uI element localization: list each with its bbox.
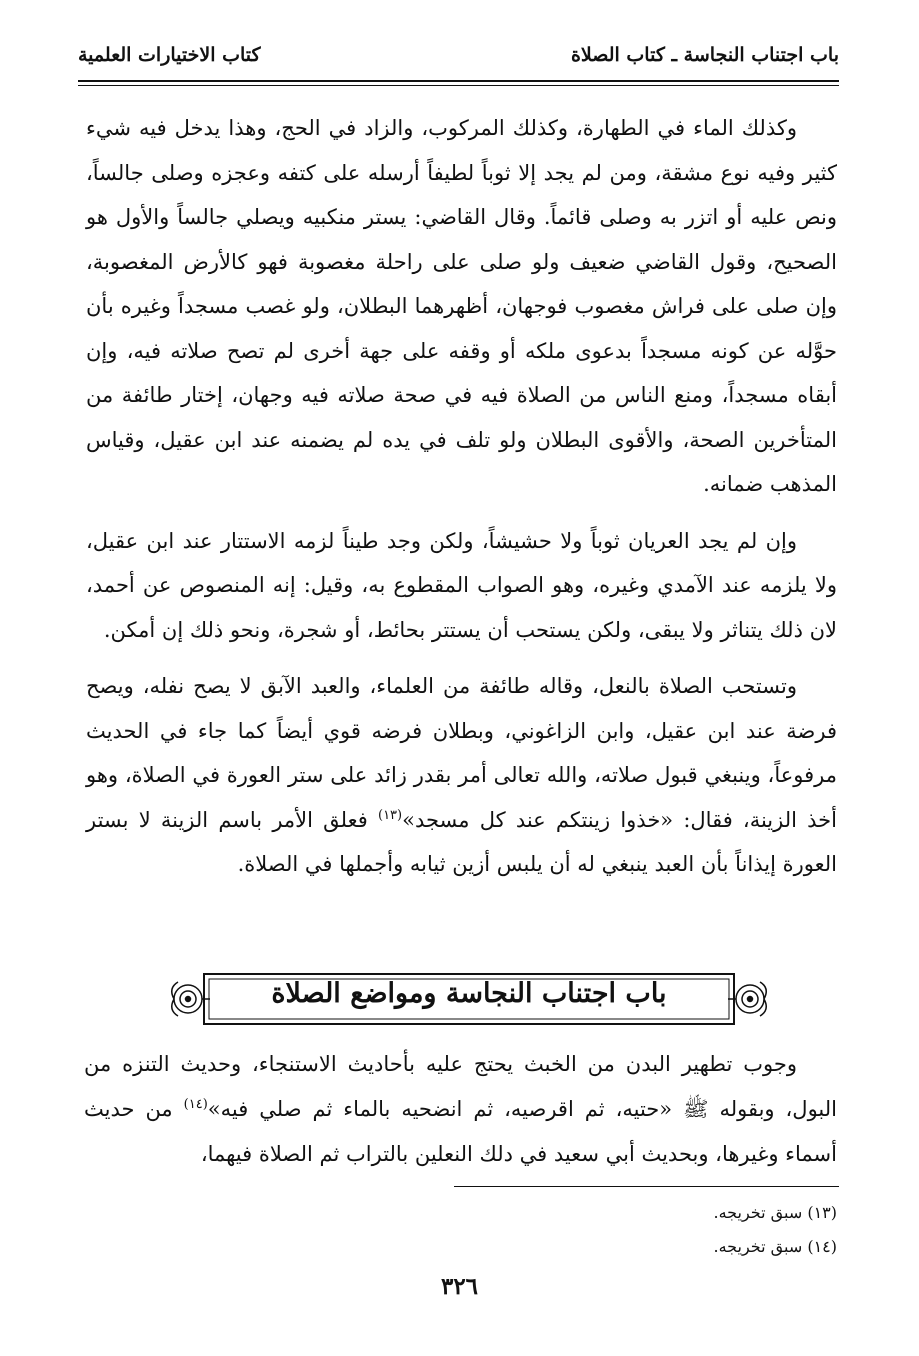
paragraph-2: وإن لم يجد العريان ثوباً ولا حشيشاً، ولكن وجد طيناً لزمه الاستتار عند ابن عقيل، ولا يلزمه عند الآمدي وغيره، وهو الصواب المقطوع به، وقيل: إنه المنصوص عن أحمد، لان ذلك يتناثر ولا يبقى، ولكن يستحب أن يستتر بحائط، أو شجرة، ونحو ذلك إن أمكن. <box>86 528 837 642</box>
running-header <box>78 40 839 86</box>
footnote-14: (١٤) سبق تخريجه. <box>713 1237 837 1256</box>
footnotes <box>86 1196 837 1264</box>
paragraph-4 <box>84 1042 837 1177</box>
footnote-ref-14: (١٤) <box>183 1097 208 1112</box>
footnote-13: (١٣) سبق تخريجه. <box>713 1203 837 1222</box>
main-text-continued <box>84 1042 837 1177</box>
paragraph-4-text: وجوب تطهير البدن من الخبث يحتج عليه بأحاديث الاستنجاء، وحديث التنزه من البول، وبقوله ﷺ «حتيه، ثم اقرصيه، ثم انضحيه بالماء ثم صلي فيه» <box>84 1052 837 1121</box>
paragraph-3-text-cont: فعلق الأمر باسم الزينة لا بستر العورة إيذاناً بأن العبد ينبغي له أن يلبس أزين ثيابه وأجملها في الصلاة. <box>86 807 837 876</box>
paragraph-1: وكذلك الماء في الطهارة، وكذلك المركوب، والزاد في الحج، وهذا يدخل فيه شيء كثير وفيه نوع مشقة، ومن لم يجد إلا ثوباً لطيفاً أرسله على كتفه وعجزه وصلى جالساً، ونص عليه أو اتزر به وصلى قائماً. وقال القاضي: يستر منكبيه ويصلي جالساً والأول هو الصحيح، وقول القاضي ضعيف ولو صلى على راحلة مغصوبة فهو كالأرض المغصوبة، وإن صلى على فراش مغصوب فوجهان، أظهرهما البطلان، ولو غصب مسجداً وغيره بأن حوَّله عن كونه مسجداً بدعوى ملكه أو وقفه على جهة أخرى لم تصح صلاته فيه، وإن أبقاه مسجداً، ومنع الناس من الصلاة فيه في صحة صلاته فيه وجهان، إختار طائفة من المتأخرين الصحة، والأقوى البطلان ولو تلف في يده لم يضمنه عند ابن عقيل، وقياس المذهب ضمانه. <box>86 116 837 496</box>
paragraph-3 <box>86 664 837 887</box>
main-text <box>86 106 837 887</box>
header-chapter-title: باب اجتناب النجاسة ـ كتاب الصلاة <box>570 44 839 66</box>
footnote-separator <box>454 1186 839 1187</box>
paragraph-4-text-cont: من حديث أسماء وغيرها، وبحديث أبي سعيد في دلك النعلين بالتراب ثم الصلاة فيهما، <box>84 1097 837 1166</box>
section-title-frame <box>164 968 774 1030</box>
header-book-title: كتاب الاختيارات العلمية <box>78 44 261 66</box>
footnote-ref-13: (١٣) <box>378 807 403 823</box>
paragraph-3-text: وتستحب الصلاة بالنعل، وقاله طائفة من العلماء، والعبد الآبق لا يصح نفله، ويصح فرضة عند ابن عقيل، وابن الزاغوني، وبطلان فرضه قوي أيضاً كما جاء في الحديث مرفوعاً، وينبغي قبول صلاته، والله تعالى أمر بقدر زائد على ستر العورة في الصلاة، وهو أخذ الزينة، فقال: «خذوا زينتكم عند كل مسجد» <box>86 674 838 832</box>
header-rule <box>78 80 839 82</box>
section-title: باب اجتناب النجاسة ومواضع الصلاة <box>271 978 667 1009</box>
page-number: ٣٢٦ <box>440 1273 479 1300</box>
header-rule-thin <box>78 85 839 86</box>
